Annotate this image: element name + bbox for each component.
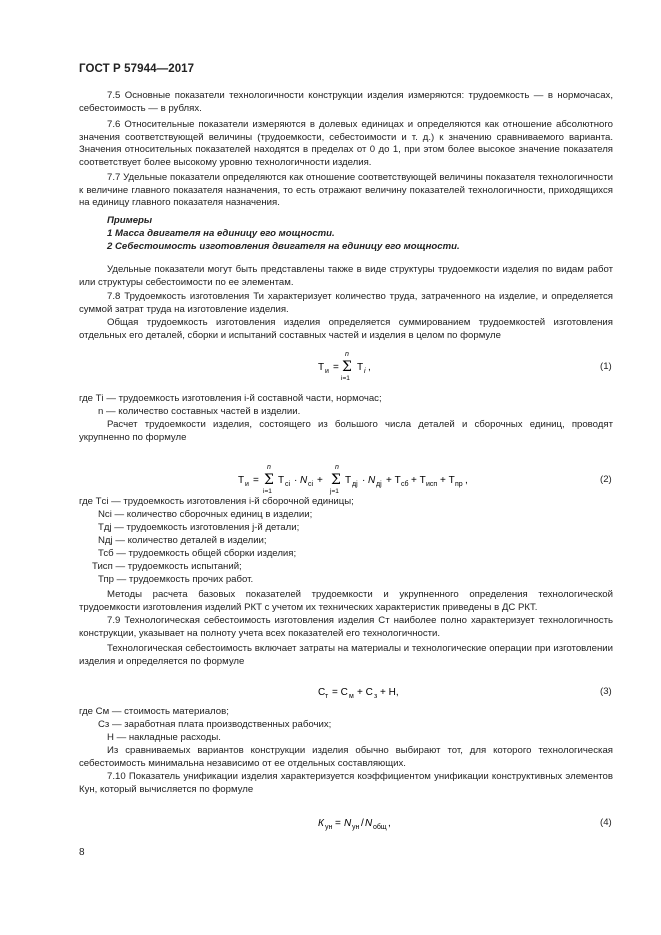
para-7-7: 7.7 Удельные показатели определяются как отношение соответствующей величины показателя технологичности к величине главного показателя назначения, то есть отражают величину показателей технологичности, приходящихся на единицу главного показателя назначения.	[79, 172, 613, 209]
svg-text:,: ,	[465, 475, 468, 486]
equation-1-number: (1)	[600, 361, 612, 372]
para-compare: Из сравниваемых вариантов конструкции изделия обычно выбирают тот, для которого технологическая себестоимость минимальна независимо от ее отдельных составляющих.	[79, 745, 613, 769]
para-7-6: 7.6 Относительные показатели измеряются в долевых единицах и определяются как отношение абсолютного значения соответствующей величины (трудоемкости, себестоимости и т. д.) к значению сравниваемого варианта. Значения относительных показателей находятся в пределах от 0 до 1, при этом более высокое значение показателя соответствует более высокому уровню технологичности изделия.	[79, 119, 613, 168]
svg-text:Т: Т	[357, 362, 364, 373]
svg-text:,: ,	[368, 362, 371, 373]
document-header: ГОСТ Р 57944—2017	[79, 63, 195, 75]
para-7-8: 7.8 Трудоемкость изготовления Ти характеризует количество труда, затраченного на изделие, и определяется суммой затрат труда на изготовление изделия.	[79, 291, 613, 315]
para-specific: Удельные показатели могут быть представлены также в виде структуры трудоемкости изделия по видам работ или структуры себестоимости по ее элементам.	[79, 264, 613, 288]
svg-text:·: ·	[362, 475, 366, 486]
svg-text:+ Т: + Т	[440, 475, 455, 486]
svg-text:=: =	[335, 818, 341, 829]
formula-1-graphic	[318, 350, 378, 382]
svg-text:ci: ci	[285, 481, 291, 488]
svg-text:пр: пр	[455, 481, 463, 488]
svg-text:Т: Т	[238, 475, 245, 486]
svg-text:n: n	[335, 464, 339, 471]
svg-text:дj: дj	[352, 481, 358, 488]
para-total: Общая трудоемкость изготовления изделия определяется суммированием трудоемкостей изготовления отдельных его деталей, сборки и испытаний составных частей и изделия в целом по формуле	[79, 317, 613, 341]
svg-text:общ: общ	[373, 824, 387, 831]
svg-text:ун: ун	[325, 824, 333, 831]
where-1-b: n — количество составных частей в изделии.	[98, 406, 301, 417]
example-1: 1 Масса двигателя на единицу его мощности.	[107, 228, 335, 239]
formula-4	[318, 815, 408, 834]
where-2-item-3: Тдj — трудоемкость изготовления j-й детали;	[98, 522, 300, 533]
svg-text:i=1: i=1	[341, 375, 350, 382]
where-3-item-1: где См — стоимость материалов;	[79, 706, 229, 717]
svg-text:N: N	[365, 818, 373, 829]
svg-text:з: з	[374, 693, 378, 700]
svg-text:n: n	[267, 464, 271, 471]
svg-text:+ Т: + Т	[386, 475, 401, 486]
equation-4-number: (4)	[600, 817, 612, 828]
svg-text:=: =	[333, 362, 339, 373]
para-7-5: 7.5 Основные показатели технологичности конструкции изделия измеряются: трудоемкость — в нормочасах, себестоимость — в рублях.	[79, 90, 613, 114]
where-2-item-5: Тсб — трудоемкость общей сборки изделия;	[98, 548, 297, 559]
svg-text:Т: Т	[278, 475, 285, 486]
svg-text:и: и	[325, 368, 329, 375]
para-7-10: 7.10 Показатель унификации изделия характеризуется коэффициентом унификации конструктивных элементов Кун, который вычисляется по формуле	[79, 771, 613, 795]
para-7-9: 7.9 Технологическая себестоимость изготовления изделия Ст наиболее полно характеризует технологичность конструкции, указывает на полноту учета всех показателей его технологичности.	[79, 615, 613, 639]
svg-text:i: i	[364, 368, 366, 375]
svg-text:Т: Т	[318, 362, 325, 373]
svg-text:Σ: Σ	[264, 472, 274, 488]
where-2-item-1: где Тci — трудоемкость изготовления i-й сборочной единицы;	[79, 496, 354, 507]
svg-text:Т: Т	[345, 475, 352, 486]
where-1-a: где Тi — трудоемкость изготовления i-й составной части, нормочас;	[79, 393, 382, 404]
formula-3	[318, 684, 418, 703]
svg-text:+ Н,: + Н,	[380, 687, 399, 698]
para-calc: Расчет трудоемкости изделия, состоящего из большого числа деталей и сборочных единиц, проводят укрупненно по формуле	[79, 419, 613, 443]
svg-text:м: м	[349, 693, 354, 700]
svg-text:дj: дj	[376, 481, 382, 488]
svg-text:+ Т: + Т	[411, 475, 426, 486]
formula-1	[318, 350, 378, 385]
where-2-item-7: Тпр — трудоемкость прочих работ.	[98, 574, 254, 585]
svg-text:К: К	[318, 818, 324, 829]
where-3-item-3: Н — накладные расходы.	[107, 732, 221, 743]
svg-text:т: т	[325, 693, 329, 700]
formula-4-graphic	[318, 815, 408, 831]
svg-text:+ С: + С	[357, 687, 373, 698]
equation-3-number: (3)	[600, 686, 612, 697]
svg-text:i=1: i=1	[263, 488, 272, 495]
svg-text:и: и	[245, 481, 249, 488]
svg-text:/: /	[361, 818, 364, 829]
para-cost: Технологическая себестоимость включает затраты на материалы и технологические операции при изготовлении изделия и определяется по формуле	[79, 643, 613, 667]
svg-text:ci: ci	[308, 481, 314, 488]
svg-text:·: ·	[294, 475, 298, 486]
example-2: 2 Себестоимость изготовления двигателя на единицу его мощности.	[107, 241, 460, 252]
svg-text:N: N	[344, 818, 352, 829]
where-2-item-6: Тисп — трудоемкость испытаний;	[92, 561, 242, 572]
svg-text:N: N	[368, 475, 376, 486]
para-methods: Методы расчета базовых показателей трудоемкости и укрупненного определения технологической трудоемкости изготовления изделий РКТ с учетом их технических характеристик приведены в ДС РКТ.	[79, 589, 613, 613]
svg-text:+: +	[317, 475, 323, 486]
svg-text:=: =	[253, 475, 259, 486]
svg-text:ун: ун	[352, 824, 360, 831]
formula-2	[238, 463, 488, 498]
svg-text:N: N	[300, 475, 308, 486]
svg-text:исп: исп	[426, 481, 438, 488]
examples-title: Примеры	[107, 215, 153, 226]
equation-2-number: (2)	[600, 474, 612, 485]
svg-text:j=1: j=1	[330, 488, 339, 495]
svg-text:Σ: Σ	[331, 472, 341, 488]
where-3-item-2: Сз — заработная плата производственных рабочих;	[98, 719, 332, 730]
svg-text:n: n	[345, 351, 349, 358]
svg-text:сб: сб	[401, 481, 409, 488]
formula-3-graphic	[318, 684, 418, 700]
where-2-item-4: Nдj — количество деталей в изделии;	[98, 535, 267, 546]
formula-2-graphic	[238, 463, 488, 495]
svg-text:Σ: Σ	[342, 359, 352, 375]
where-2-item-2: Nci — количество сборочных единиц в изделии;	[98, 509, 313, 520]
page-number: 8	[79, 847, 85, 858]
svg-text:С: С	[318, 687, 326, 698]
svg-text:= С: = С	[332, 687, 348, 698]
svg-text:,: ,	[388, 818, 391, 829]
